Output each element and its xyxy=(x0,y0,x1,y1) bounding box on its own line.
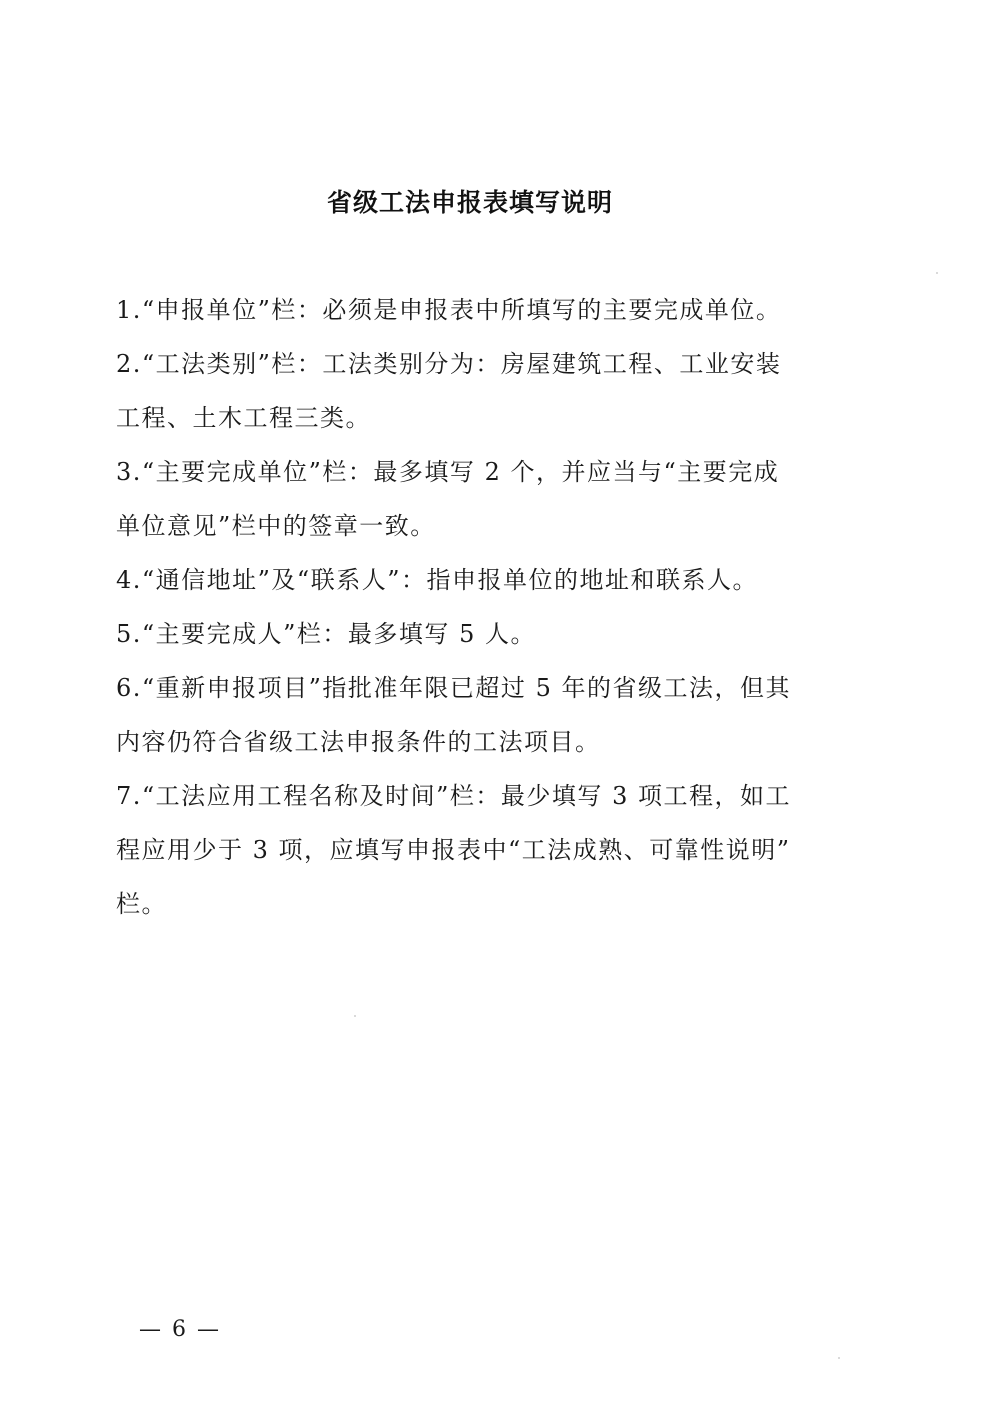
instruction-line: 栏。 xyxy=(116,890,167,918)
instruction-line: 内容仍符合省级工法申报条件的工法项目。 xyxy=(116,728,601,756)
instruction-line: 3.“主要完成单位”栏：最多填写 2 个，并应当与“主要完成 xyxy=(116,458,780,486)
instruction-line: 5.“主要完成人”栏：最多填写 5 人。 xyxy=(116,620,536,648)
scan-speck xyxy=(354,1015,356,1017)
instruction-line: 程应用少于 3 项，应填写申报表中“工法成熟、可靠性说明” xyxy=(116,836,791,864)
scan-speck xyxy=(838,1357,840,1359)
instruction-line: 4.“通信地址”及“联系人”：指申报单位的地址和联系人。 xyxy=(116,566,758,594)
instruction-line: 1.“申报单位”栏：必须是申报表中所填写的主要完成单位。 xyxy=(116,296,782,324)
instruction-line: 2.“工法类别”栏：工法类别分为：房屋建筑工程、工业安装 xyxy=(116,350,782,378)
instruction-line: 单位意见”栏中的签章一致。 xyxy=(116,512,436,540)
instruction-line: 7.“工法应用工程名称及时间”栏：最少填写 3 项工程，如工 xyxy=(116,782,791,810)
instruction-line: 工程、土木工程三类。 xyxy=(116,404,371,432)
instruction-line: 6.“重新申报项目”指批准年限已超过 5 年的省级工法，但其 xyxy=(116,674,791,702)
document-title: 省级工法申报表填写说明 xyxy=(326,188,613,217)
page-number: — 6 — xyxy=(139,1317,221,1342)
scan-speck xyxy=(936,272,938,274)
